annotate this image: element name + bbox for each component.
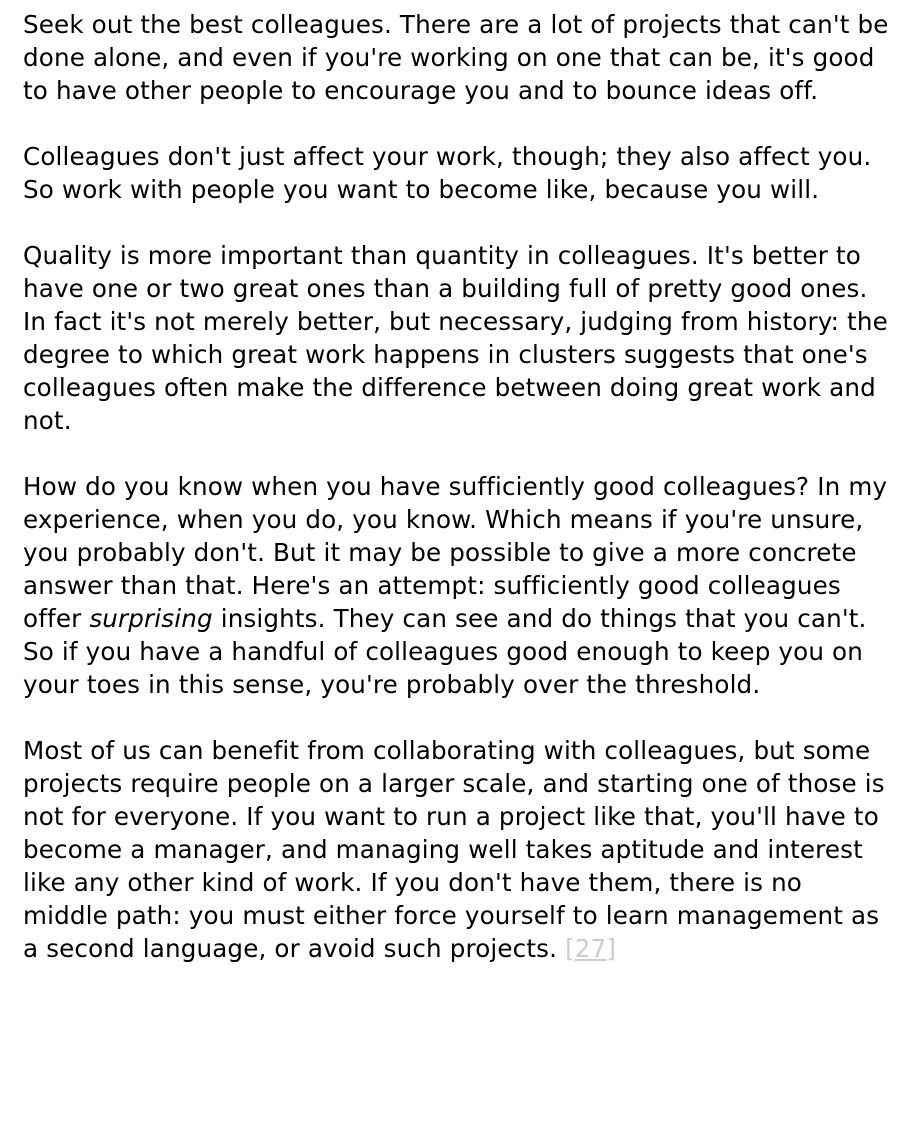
paragraph-good-colleagues	[23, 470, 891, 701]
paragraph-quality-over-quantity: Quality is more important than quantity in colleagues. It's better to have one or two great ones than a building full of pretty good ones. In fact it's not merely better, but necessary, judging from history: the degree to which great work happens in clusters suggests that one's colleagues often make the difference between doing great work and not.	[23, 241, 888, 435]
paragraph-seek-colleagues: Seek out the best colleagues. There are a lot of projects that can't be done alone, and even if you're working on one that can be, it's good to have other people to encourage you and to bounce ideas off.	[23, 10, 889, 105]
paragraph-management-text: Most of us can benefit from collaborating with colleagues, but some projects require people on a larger scale, and starting one of those is not for everyone. If you want to run a project like that, you'll have to become a manager, and managing well takes aptitude and interest like any other kind of work. If you don't have them, there is no middle path: you must either force yourself to learn management as a second language, or avoid such projects.	[23, 736, 885, 963]
footnote-link-27[interactable]: [27]	[565, 934, 617, 963]
paragraph-colleagues-affect-you: Colleagues don't just affect your work, though; they also affect you. So work with people you want to become like, because you will.	[23, 142, 872, 204]
paragraph-text-before-emphasis: How do you know when you have sufficiently good colleagues? In my experience, when you do, you know. Which means if you're unsure, you probably don't. But it may be possible to give a more concrete answer than that. Here's an attempt: sufficiently good colleagues offer	[23, 472, 888, 633]
emphasis-surprising: surprising	[89, 604, 213, 633]
paragraph-management	[23, 734, 891, 965]
paragraph-text-after-emphasis: insights. They can see and do things that you can't. So if you have a handful of colleagues good enough to keep you on your toes in this sense, you're probably over the threshold.	[23, 604, 867, 699]
